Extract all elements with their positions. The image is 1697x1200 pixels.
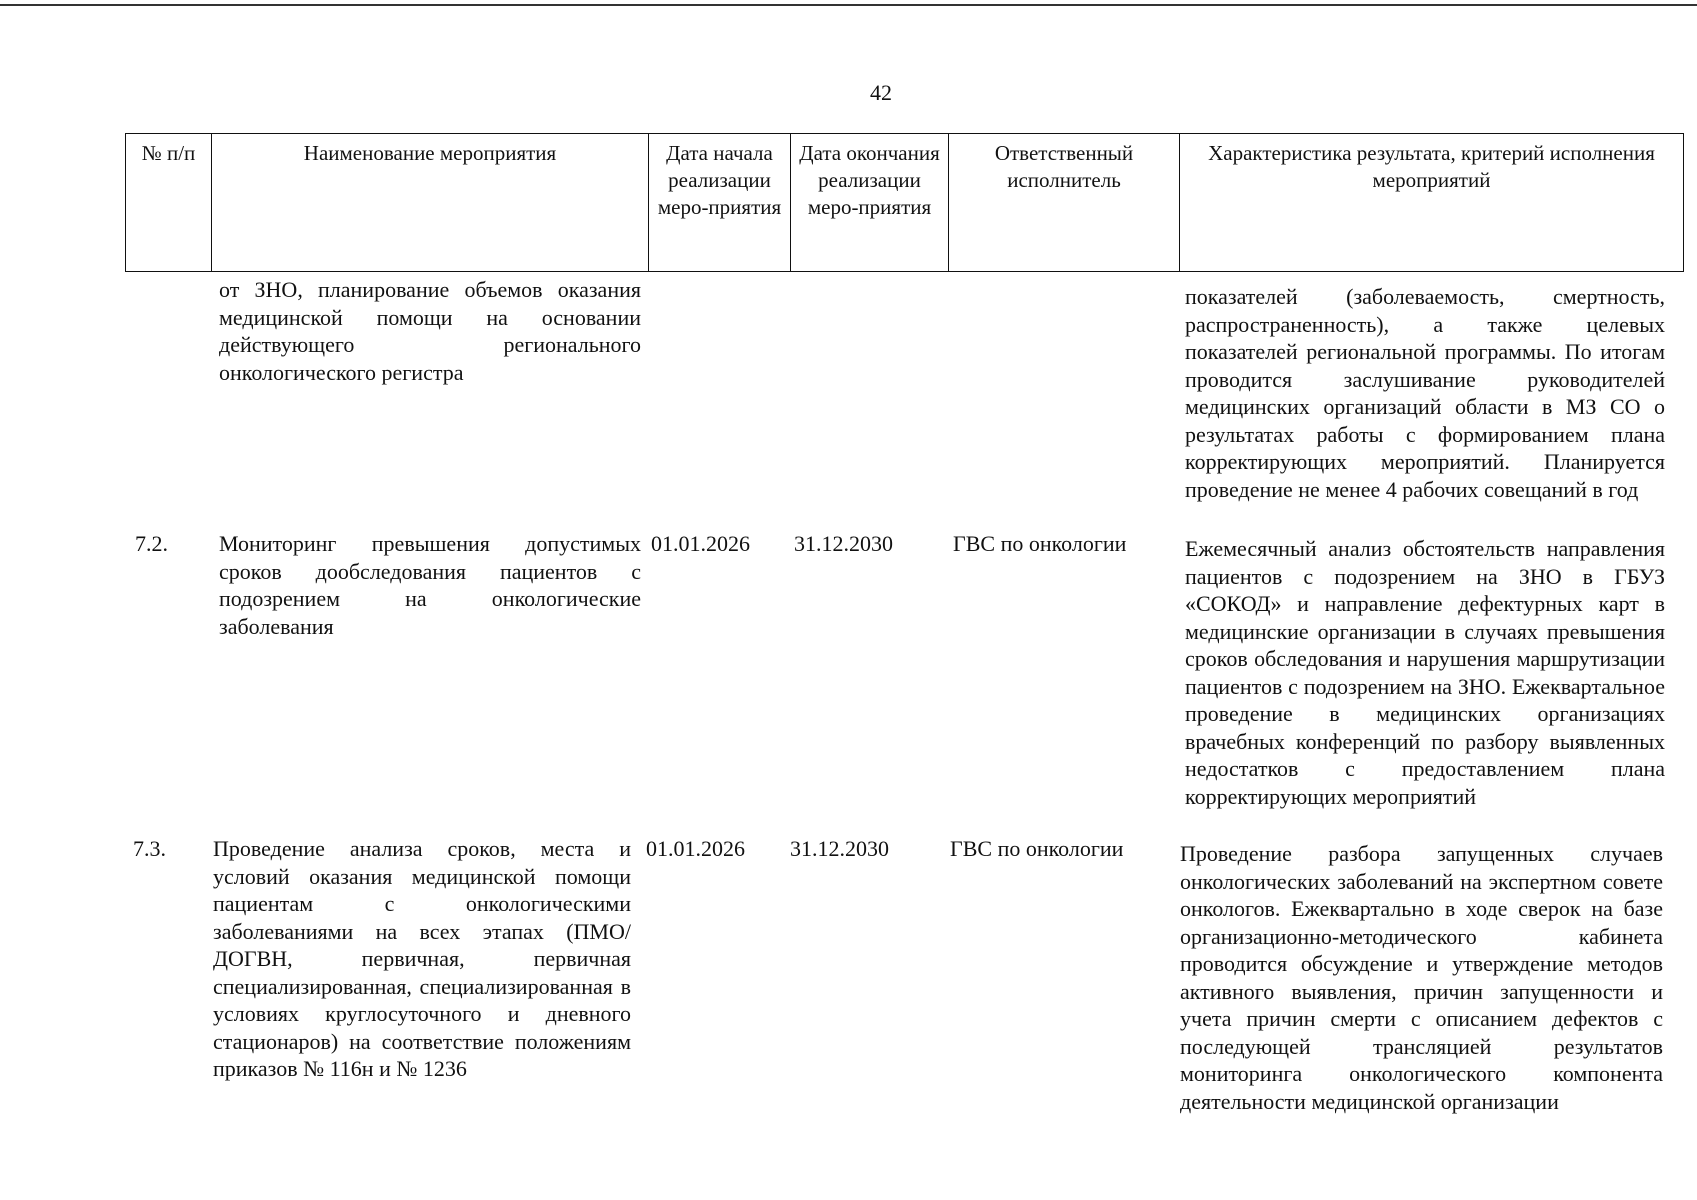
header-start-date: Дата начала реализации меро-приятия [649,134,791,272]
row-name: Мониторинг превышения допустимых сроков дообследования пациентов с подозрением на онкологические заболевания [219,531,641,639]
row-number: 7.3. [133,836,166,861]
header-result: Характеристика результата, критерий исполнения мероприятий [1180,134,1684,272]
row-responsible: ГВС по онкологии [950,836,1124,861]
row-result: Проведение разбора запущенных случаев онкологических заболеваний на экспертном совете онкологов. Ежеквартально в ходе сверок на базе организационно-методического кабинета проводится обсуждение и утверждение методов активного выявления, причин запущенности и учета причин смерти с описанием дефектов с последующей трансляцией результатов мониторинга онкологического компонента деятельности медицинской организации [1180,841,1663,1114]
row-end-date: 31.12.2030 [790,836,889,861]
row-responsible: ГВС по онкологии [953,531,1127,556]
row-start-date: 01.01.2026 [651,531,750,556]
row-result: Ежемесячный анализ обстоятельств направления пациентов с подозрением на ЗНО в ГБУЗ «СОКОД» и направление дефектурных карт в медицинские организации в случаях превышения сроков обследования и нарушения маршрутизации пациентов с подозрением на ЗНО. Ежеквартальное проведение в медицинских организациях врачебных конференций по разбору выявленных недостатков с предоставлением плана корректирующих мероприятий [1185,536,1665,809]
row-end-date: 31.12.2030 [794,531,893,556]
top-rule [0,4,1697,6]
table-header [125,133,1684,272]
continuation-result: показателей (заболеваемость, смертность, распространенность), а также целевых показателей региональной программы. По итогам проводится заслушивание руководителей медицинских организаций области в МЗ СО о результатах работы с формированием плана корректирующих мероприятий. Планируется проведение не менее 4 рабочих совещаний в год [1185,284,1665,502]
header-end-date: Дата окончания реализации меро-приятия [791,134,949,272]
header-name: Наименование мероприятия [212,134,649,272]
header-responsible: Ответственный исполнитель [949,134,1180,272]
row-name: Проведение анализа сроков, места и условий оказания медицинской помощи пациентам с онкологическими заболеваниями на всех этапах (ПМО/ДОГВН, первичная, первичная специализированная, специализированная в условиях круглосуточного и дневного стационаров) на соответствие положениям приказов № 116н и № 1236 [213,836,631,1081]
page-number: 42 [870,80,892,105]
header-num: № п/п [126,134,212,272]
row-number: 7.2. [135,531,168,556]
row-start-date: 01.01.2026 [646,836,745,861]
continuation-name: от ЗНО, планирование объемов оказания медицинской помощи на основании действующего регионального онкологического регистра [219,277,641,385]
